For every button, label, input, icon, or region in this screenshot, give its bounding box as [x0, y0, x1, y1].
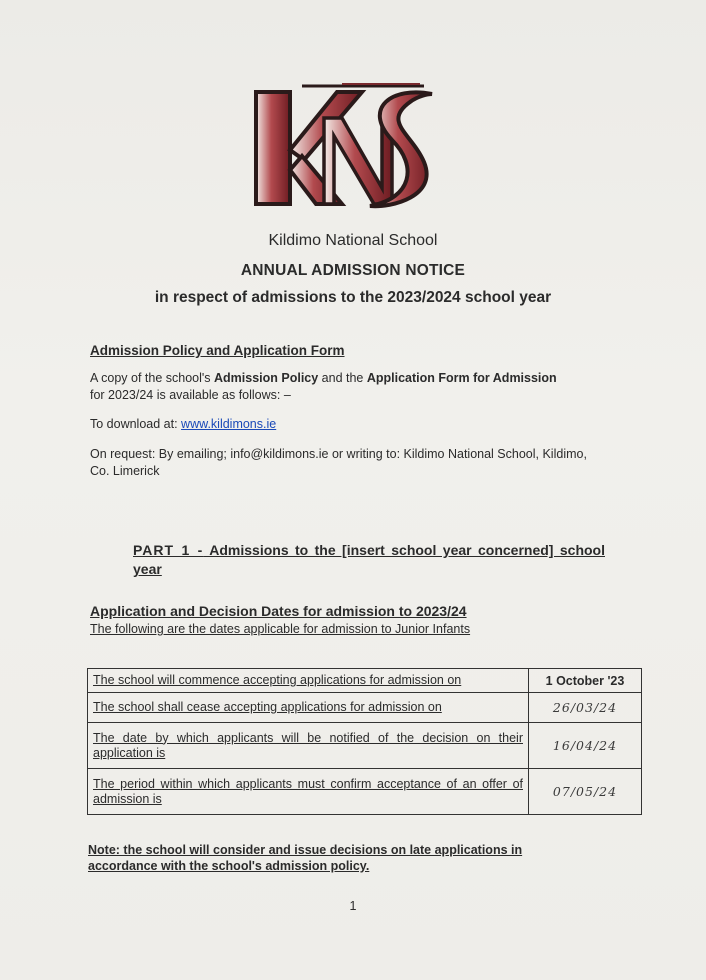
kns-monogram-logo [242, 78, 442, 218]
row-label: The school shall cease accepting applications for admission on [88, 693, 529, 723]
row-label: The date by which applicants will be notified of the decision on their application is [88, 723, 529, 769]
school-name: Kildimo National School [268, 232, 438, 249]
notice-subtitle: in respect of admissions to the 2023/2024 school year [154, 289, 552, 306]
admission-policy-term: Admission Policy [214, 371, 319, 385]
download-label: To download at: [90, 417, 182, 431]
copy-text-pre: A copy of the school's [90, 371, 214, 385]
notice-title: ANNUAL ADMISSION NOTICE [240, 262, 466, 279]
handwritten-date: 16/04/24 [529, 723, 642, 769]
part1-lead: PART 1 - [133, 542, 204, 558]
copy-text-post: for 2023/24 is available as follows: – [90, 388, 291, 402]
part1-heading [133, 541, 605, 579]
handwritten-date: 07/05/24 [529, 769, 642, 815]
dates-heading: Application and Decision Dates for admission to 2023/24 [90, 603, 467, 619]
policy-heading: Admission Policy and Application Form [90, 343, 345, 358]
table-row [88, 723, 642, 769]
part1-rest: Admissions to the [insert school year concerned] school year [133, 542, 605, 577]
table-row [88, 669, 642, 693]
dates-table [87, 668, 642, 815]
policy-copy-paragraph [90, 370, 630, 404]
page-number: 1 [349, 899, 357, 913]
row-label: The period within which applicants must confirm acceptance of an offer of admission is [88, 769, 529, 815]
copy-text-mid: and the [318, 371, 367, 385]
handwritten-date: 26/03/24 [529, 693, 642, 723]
late-applications-note: Note: the school will consider and issue decisions on late applications in accordance with the school's admission policy. [88, 843, 523, 873]
school-logo [242, 78, 442, 218]
row-value: 1 October '23 [529, 669, 642, 693]
row-label: The school will commence accepting applications for admission on [88, 669, 529, 693]
table-row [88, 769, 642, 815]
download-line [90, 416, 630, 433]
download-link[interactable]: www.kildimons.ie [181, 417, 277, 431]
request-paragraph: On request: By emailing; info@kildimons.ie or writing to: Kildimo National School, Kildimo, Co. Limerick [90, 447, 587, 478]
dates-subheading: The following are the dates applicable for admission to Junior Infants [90, 622, 471, 636]
application-form-term: Application Form for Admission [366, 371, 557, 385]
table-row [88, 693, 642, 723]
